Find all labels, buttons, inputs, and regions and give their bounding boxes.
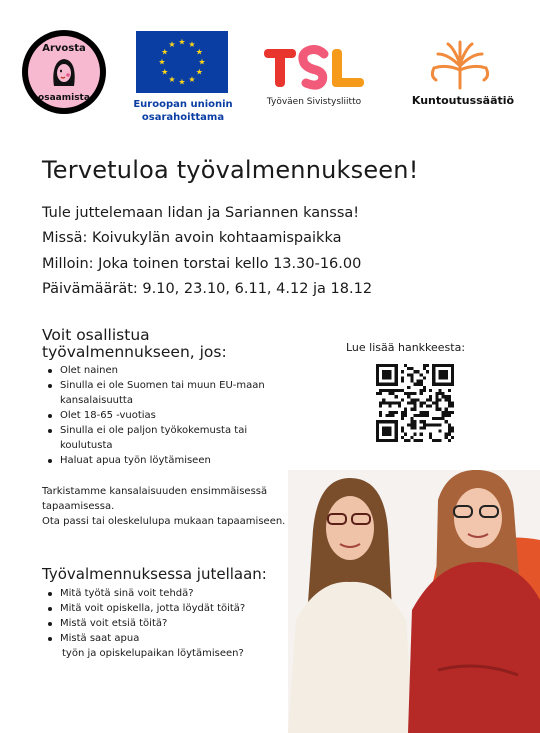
- arvosta-logo-text-top: Arvosta: [42, 43, 86, 54]
- list-item-text: Sinulla ei ole Suomen tai muun EU-maan: [60, 380, 265, 391]
- kuntoutussaatio-caption: Kuntoutussäätiö: [411, 94, 515, 107]
- list-item: Mitä työtä sinä voit tehdä?: [42, 586, 282, 601]
- list-item: Mistä voit etsiä töitä?: [42, 616, 282, 631]
- list-item-continuation: työn ja opiskelupaikan löytämiseen?: [62, 648, 244, 659]
- list-item: [42, 378, 302, 408]
- photo-two-women: [288, 470, 540, 733]
- arvosta-osaamista-logo: [22, 30, 106, 114]
- eligibility-heading-line2: työvalmennukseen, jos:: [42, 343, 227, 361]
- list-item: Mitä voit opiskella, jotta löydät töitä?: [42, 601, 282, 616]
- eu-star-icon: ★: [195, 67, 203, 77]
- info-invitation: Tule juttelemaan lidan ja Sariannen kanssa!: [42, 205, 360, 221]
- list-item: [42, 631, 282, 661]
- topics-heading: Työvalmennuksessa jutellaan:: [42, 565, 267, 583]
- notice-line2: tapaamisessa.: [42, 501, 115, 512]
- tsl-caption: Työväen Sivistysliitto: [266, 97, 362, 107]
- eu-star-icon: ★: [178, 77, 186, 87]
- list-item: Haluat apua työn löytämiseen: [42, 453, 302, 468]
- info-time: Milloin: Joka toinen torstai kello 13.30-16.00: [42, 256, 362, 272]
- eligibility-list: [42, 363, 302, 468]
- eligibility-heading: [42, 327, 227, 361]
- eu-star-icon: ★: [168, 74, 176, 84]
- eu-stars-icon: [136, 31, 228, 93]
- eu-star-icon: ★: [168, 40, 176, 50]
- arvosta-logo-inner: [28, 36, 100, 108]
- tsl-logo: [262, 45, 366, 93]
- list-item-text: Sinulla ei ole paljon työkokemusta tai: [60, 425, 248, 436]
- eu-star-icon: ★: [161, 67, 169, 77]
- kuntoutussaatio-tree-logo: [426, 40, 494, 90]
- eu-star-icon: ★: [158, 57, 166, 67]
- woman-face-icon: [50, 56, 78, 88]
- eu-star-icon: ★: [188, 40, 196, 50]
- qr-label: Lue lisää hankkeesta:: [346, 341, 466, 354]
- list-item-continuation: kansalaisuutta: [60, 395, 133, 406]
- list-item: Olet 18-65 -vuotias: [42, 408, 302, 423]
- eu-star-icon: ★: [188, 74, 196, 84]
- eu-caption: [118, 98, 248, 124]
- list-item: [42, 423, 302, 453]
- eu-flag-logo: [136, 31, 228, 93]
- list-item-text: Mistä saat apua: [60, 633, 140, 644]
- info-location: Missä: Koivukylän avoin kohtaamispaikka: [42, 230, 342, 246]
- eligibility-heading-line1: Voit osallistua: [42, 326, 150, 344]
- eu-star-icon: ★: [178, 37, 186, 47]
- list-item: Olet nainen: [42, 363, 302, 378]
- eu-caption-line2: osarahoittama: [141, 112, 225, 123]
- eu-star-icon: ★: [161, 47, 169, 57]
- topics-list: [42, 586, 282, 661]
- page-title: Tervetuloa työvalmennukseen!: [42, 156, 419, 184]
- info-dates: Päivämäärät: 9.10, 23.10, 6.11, 4.12 ja 18.12: [42, 281, 373, 297]
- eu-star-icon: ★: [198, 57, 206, 67]
- eu-caption-line1: Euroopan unionin: [133, 99, 233, 110]
- qr-code[interactable]: [376, 364, 454, 442]
- eu-star-icon: ★: [195, 47, 203, 57]
- notice-line3: Ota passi tai oleskelulupa mukaan tapaamiseen.: [42, 516, 286, 527]
- list-item-continuation: koulutusta: [60, 440, 113, 451]
- notice-line1: Tarkistamme kansalaisuuden ensimmäisessä: [42, 486, 268, 497]
- arvosta-logo-text-bottom: osaamista: [38, 93, 90, 103]
